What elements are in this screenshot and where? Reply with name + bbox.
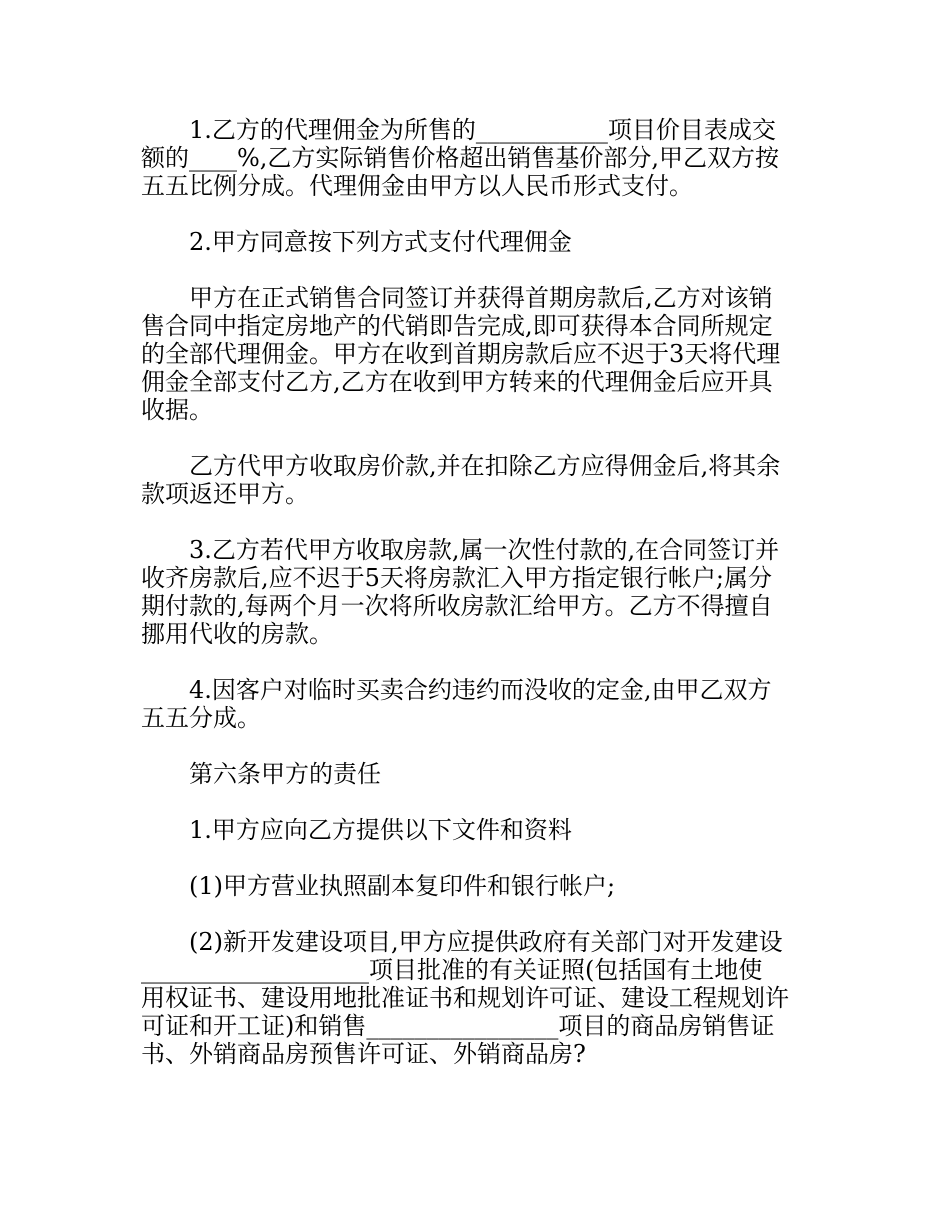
text-line: 4.因客户对临时买卖合约违约而没收的定金,由甲乙双方 — [189, 676, 772, 704]
text-line: 3.乙方若代甲方收取房款,属一次性付款的,在合同签订并 — [189, 536, 780, 564]
list-item-business-license — [141, 872, 821, 900]
text-line: 五五比例分成。代理佣金由甲方以人民币形式支付。 — [141, 172, 693, 200]
paragraph-payment-method — [141, 228, 821, 256]
text-line: 售合同中指定房地产的代销即告完成,即可获得本合同所规定 — [141, 312, 773, 340]
text-line: 1.甲方应向乙方提供以下文件和资料 — [189, 816, 572, 844]
text-line: 收据。 — [141, 396, 213, 424]
section-heading — [141, 760, 821, 788]
text-line: 书、外销商品房预售许可证、外销商品房? — [141, 1040, 586, 1068]
text-line: 期付款的,每两个月一次将所收房款汇给甲方。乙方不得擅自 — [141, 592, 773, 620]
text-line: 收齐房款后,应不迟于5天将房款汇入甲方指定银行帐户;属分 — [141, 564, 772, 592]
paragraph-remit-payment — [141, 536, 821, 648]
paragraph-documents — [141, 816, 821, 844]
text-line: ___________________项目批准的有关证照(包括国有土地使 — [141, 956, 763, 984]
paragraph-commission-rate — [141, 116, 821, 200]
text-line: 可证和开工证)和销售________________项目的商品房销售证 — [141, 1012, 775, 1040]
text-line: 甲方在正式销售合同签订并获得首期房款后,乙方对该销 — [189, 284, 773, 312]
list-item-project-permits — [141, 928, 821, 1068]
text-line: 额的____%,乙方实际销售价格超出销售基价部分,甲乙双方按 — [141, 144, 780, 172]
text-line: 挪用代收的房款。 — [141, 620, 333, 648]
text-line: 的全部代理佣金。甲方在收到首期房款后应不迟于3天将代理 — [141, 340, 781, 368]
paragraph-commission-payment — [141, 284, 821, 424]
text-line: (2)新开发建设项目,甲方应提供政府有关部门对开发建设 — [189, 928, 783, 956]
text-line: 乙方代甲方收取房价款,并在扣除乙方应得佣金后,将其余 — [189, 452, 781, 480]
text-line: 五五分成。 — [141, 704, 261, 732]
text-line: (1)甲方营业执照副本复印件和银行帐户; — [189, 872, 616, 900]
paragraph-forfeited-deposit — [141, 676, 821, 732]
text-line: 款项返还甲方。 — [141, 480, 309, 508]
text-line: 第六条甲方的责任 — [189, 760, 381, 788]
text-line: 1.乙方的代理佣金为所售的___________项目价目表成交 — [189, 116, 776, 144]
paragraph-collect-payment — [141, 452, 821, 508]
text-line: 佣金全部支付乙方,乙方在收到甲方转来的代理佣金后应开具 — [141, 368, 773, 396]
text-line: 用权证书、建设用地批准证书和规划许可证、建设工程规划许 — [141, 984, 789, 1012]
text-line: 2.甲方同意按下列方式支付代理佣金 — [189, 228, 572, 256]
